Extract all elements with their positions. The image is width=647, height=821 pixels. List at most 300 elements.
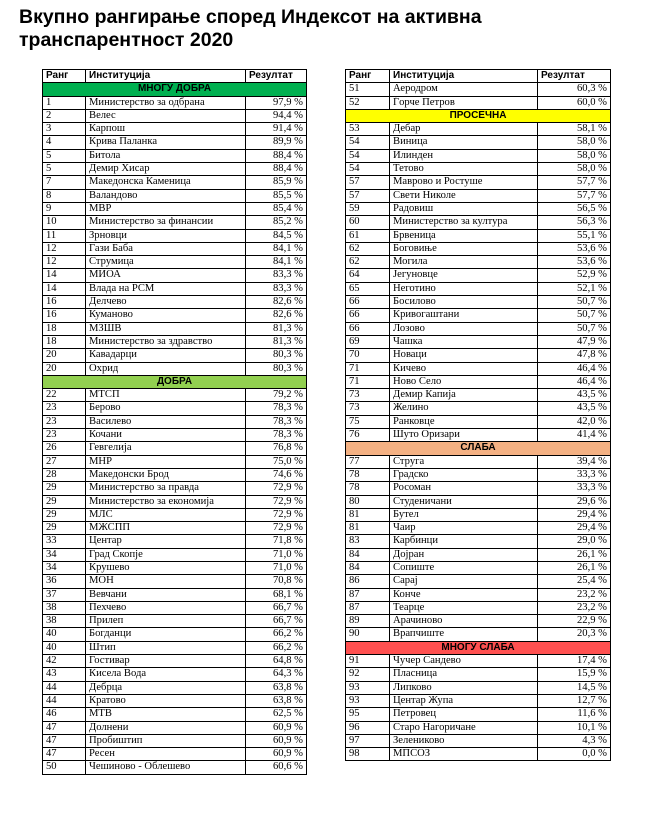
table-row: [346, 535, 611, 548]
rank-cell: 18: [43, 335, 86, 348]
rank-cell: 16: [43, 296, 86, 309]
table-row: [346, 189, 611, 202]
rank-cell: 14: [43, 282, 86, 295]
institution-cell: Демир Хисар: [86, 163, 246, 176]
category-label: СЛАБА: [346, 442, 611, 455]
table-row: [346, 748, 611, 761]
result-cell: 72,9 %: [246, 508, 307, 521]
table-row: [346, 628, 611, 641]
category-label: МНОГУ СЛАБА: [346, 641, 611, 654]
institution-cell: Кривогаштани: [390, 309, 538, 322]
table-row: [346, 734, 611, 747]
table-row: [346, 202, 611, 215]
institution-cell: Министерство за одбрана: [86, 96, 246, 109]
institution-cell: Кратово: [86, 694, 246, 707]
rank-cell: 34: [43, 561, 86, 574]
table-row: [346, 429, 611, 442]
result-cell: 58,0 %: [538, 163, 611, 176]
result-cell: 78,3 %: [246, 415, 307, 428]
institution-cell: Министерство за финансии: [86, 216, 246, 229]
result-cell: 58,0 %: [538, 149, 611, 162]
institution-cell: МЗШВ: [86, 322, 246, 335]
result-cell: 46,4 %: [538, 375, 611, 388]
result-cell: 33,3 %: [538, 482, 611, 495]
table-header-row: [43, 70, 307, 83]
category-row: [346, 641, 611, 654]
rank-cell: 23: [43, 429, 86, 442]
institution-cell: МНР: [86, 455, 246, 468]
institution-header: Институција: [390, 70, 538, 83]
result-cell: 64,3 %: [246, 668, 307, 681]
institution-cell: Гази Баба: [86, 242, 246, 255]
rank-cell: 10: [43, 216, 86, 229]
rank-cell: 9: [43, 202, 86, 215]
institution-cell: Берово: [86, 402, 246, 415]
rank-cell: 96: [346, 721, 390, 734]
table-row: [43, 668, 307, 681]
table-row: [346, 309, 611, 322]
table-row: [346, 455, 611, 468]
rank-cell: 71: [346, 362, 390, 375]
table-row: [43, 708, 307, 721]
institution-cell: Желино: [390, 402, 538, 415]
institution-cell: Студеничани: [390, 495, 538, 508]
table-row: [43, 535, 307, 548]
institution-cell: МЛС: [86, 508, 246, 521]
institution-cell: Ресен: [86, 748, 246, 761]
table-row: [43, 242, 307, 255]
table-row: [43, 189, 307, 202]
rank-cell: 54: [346, 149, 390, 162]
rank-cell: 2: [43, 109, 86, 122]
rank-cell: 81: [346, 522, 390, 535]
rank-cell: 89: [346, 615, 390, 628]
ranking-table-left: [42, 69, 307, 775]
institution-cell: Неготино: [390, 282, 538, 295]
result-cell: 46,4 %: [538, 362, 611, 375]
table-row: [43, 615, 307, 628]
rank-cell: 84: [346, 548, 390, 561]
table-row: [346, 296, 611, 309]
institution-cell: Зрновци: [86, 229, 246, 242]
table-row: [346, 269, 611, 282]
rank-cell: 5: [43, 163, 86, 176]
rank-cell: 40: [43, 641, 86, 654]
table-row: [43, 655, 307, 668]
rank-cell: 69: [346, 335, 390, 348]
result-cell: 26,1 %: [538, 548, 611, 561]
institution-cell: Град Скопје: [86, 548, 246, 561]
table-row: [43, 482, 307, 495]
table-row: [43, 176, 307, 189]
institution-cell: Јегуновце: [390, 269, 538, 282]
institution-cell: Новаци: [390, 349, 538, 362]
rank-cell: 23: [43, 415, 86, 428]
institution-cell: Петровец: [390, 708, 538, 721]
table-row: [43, 575, 307, 588]
table-row: [43, 402, 307, 415]
result-cell: 17,4 %: [538, 655, 611, 668]
result-cell: 52,1 %: [538, 282, 611, 295]
result-cell: 29,4 %: [538, 522, 611, 535]
result-cell: 71,8 %: [246, 535, 307, 548]
table-row: [43, 216, 307, 229]
rank-cell: 98: [346, 748, 390, 761]
result-cell: 83,3 %: [246, 282, 307, 295]
table-row: [43, 282, 307, 295]
rank-cell: 14: [43, 269, 86, 282]
institution-cell: Аеродром: [390, 83, 538, 96]
result-cell: 25,4 %: [538, 575, 611, 588]
table-row: [43, 123, 307, 136]
rank-cell: 59: [346, 202, 390, 215]
table-row: [346, 548, 611, 561]
rank-cell: 77: [346, 455, 390, 468]
institution-cell: Струга: [390, 455, 538, 468]
table-row: [346, 362, 611, 375]
rank-cell: 60: [346, 216, 390, 229]
result-cell: 57,7 %: [538, 176, 611, 189]
rank-cell: 62: [346, 242, 390, 255]
rank-cell: 84: [346, 561, 390, 574]
table-row: [346, 123, 611, 136]
rank-cell: 29: [43, 495, 86, 508]
result-cell: 63,8 %: [246, 694, 307, 707]
result-cell: 62,5 %: [246, 708, 307, 721]
category-label: ДОБРА: [43, 375, 307, 388]
result-cell: 74,6 %: [246, 468, 307, 481]
institution-cell: Пробиштип: [86, 734, 246, 747]
result-cell: 89,9 %: [246, 136, 307, 149]
institution-cell: Прилеп: [86, 615, 246, 628]
rank-cell: 50: [43, 761, 86, 774]
rank-cell: 54: [346, 163, 390, 176]
institution-cell: Кичево: [390, 362, 538, 375]
table-row: [43, 229, 307, 242]
rank-cell: 38: [43, 615, 86, 628]
table-row: [346, 335, 611, 348]
institution-cell: МВР: [86, 202, 246, 215]
result-cell: 56,3 %: [538, 216, 611, 229]
result-cell: 66,2 %: [246, 628, 307, 641]
table-row: [43, 455, 307, 468]
result-cell: 55,1 %: [538, 229, 611, 242]
rank-cell: 64: [346, 269, 390, 282]
result-cell: 60,9 %: [246, 721, 307, 734]
result-cell: 82,6 %: [246, 309, 307, 322]
result-cell: 60,3 %: [538, 83, 611, 96]
rank-cell: 40: [43, 628, 86, 641]
result-cell: 41,4 %: [538, 429, 611, 442]
institution-cell: Бутел: [390, 508, 538, 521]
rank-cell: 11: [43, 229, 86, 242]
institution-cell: Пехчево: [86, 601, 246, 614]
category-label: МНОГУ ДОБРА: [43, 83, 307, 96]
rank-cell: 4: [43, 136, 86, 149]
rank-cell: 73: [346, 389, 390, 402]
result-cell: 66,7 %: [246, 601, 307, 614]
institution-cell: Свети Николе: [390, 189, 538, 202]
result-cell: 68,1 %: [246, 588, 307, 601]
table-row: [43, 429, 307, 442]
institution-cell: Дебрца: [86, 681, 246, 694]
table-header-row: [346, 70, 611, 83]
table-row: [346, 149, 611, 162]
table-row: [43, 468, 307, 481]
rank-cell: 90: [346, 628, 390, 641]
result-cell: 76,8 %: [246, 442, 307, 455]
result-cell: 84,5 %: [246, 229, 307, 242]
institution-cell: Крива Паланка: [86, 136, 246, 149]
table-row: [346, 522, 611, 535]
table-row: [43, 269, 307, 282]
institution-cell: Врапчиште: [390, 628, 538, 641]
rank-cell: 66: [346, 309, 390, 322]
rank-cell: 29: [43, 482, 86, 495]
table-row: [346, 163, 611, 176]
result-cell: 80,3 %: [246, 362, 307, 375]
rank-cell: 75: [346, 415, 390, 428]
table-row: [43, 508, 307, 521]
rank-cell: 27: [43, 455, 86, 468]
result-cell: 29,0 %: [538, 535, 611, 548]
institution-cell: Центар: [86, 535, 246, 548]
table-row: [43, 415, 307, 428]
institution-header: Институција: [86, 70, 246, 83]
institution-cell: Конче: [390, 588, 538, 601]
table-row: [43, 734, 307, 747]
table-row: [43, 256, 307, 269]
table-row: [43, 601, 307, 614]
result-cell: 42,0 %: [538, 415, 611, 428]
institution-cell: Дојран: [390, 548, 538, 561]
institution-cell: Маврово и Ростуше: [390, 176, 538, 189]
result-cell: 29,6 %: [538, 495, 611, 508]
result-cell: 78,3 %: [246, 429, 307, 442]
table-row: [346, 482, 611, 495]
result-cell: 83,3 %: [246, 269, 307, 282]
rank-cell: 38: [43, 601, 86, 614]
rank-cell: 61: [346, 229, 390, 242]
rank-cell: 26: [43, 442, 86, 455]
institution-cell: Македонска Каменица: [86, 176, 246, 189]
table-row: [346, 495, 611, 508]
result-cell: 78,3 %: [246, 402, 307, 415]
table-row: [346, 575, 611, 588]
result-cell: 66,7 %: [246, 615, 307, 628]
category-row: [346, 109, 611, 122]
result-cell: 81,3 %: [246, 335, 307, 348]
category-row: [346, 442, 611, 455]
rank-cell: 29: [43, 522, 86, 535]
rank-cell: 76: [346, 429, 390, 442]
result-cell: 14,5 %: [538, 681, 611, 694]
rank-cell: 42: [43, 655, 86, 668]
rank-cell: 57: [346, 176, 390, 189]
result-cell: 72,9 %: [246, 482, 307, 495]
table-row: [346, 229, 611, 242]
result-cell: 53,6 %: [538, 256, 611, 269]
rank-cell: 44: [43, 694, 86, 707]
rank-cell: 87: [346, 601, 390, 614]
result-cell: 10,1 %: [538, 721, 611, 734]
rank-cell: 47: [43, 748, 86, 761]
table-row: [346, 721, 611, 734]
result-cell: 60,9 %: [246, 734, 307, 747]
table-row: [43, 296, 307, 309]
result-cell: 75,0 %: [246, 455, 307, 468]
table-row: [43, 748, 307, 761]
institution-cell: Велес: [86, 109, 246, 122]
table-row: [43, 349, 307, 362]
result-cell: 50,7 %: [538, 309, 611, 322]
rank-cell: 71: [346, 375, 390, 388]
institution-cell: Старо Нагоричане: [390, 721, 538, 734]
rank-cell: 51: [346, 83, 390, 96]
rank-cell: 86: [346, 575, 390, 588]
institution-cell: Виница: [390, 136, 538, 149]
institution-cell: Карбинци: [390, 535, 538, 548]
institution-cell: Илинден: [390, 149, 538, 162]
institution-cell: Штип: [86, 641, 246, 654]
rank-cell: 46: [43, 708, 86, 721]
institution-cell: Охрид: [86, 362, 246, 375]
rank-cell: 8: [43, 189, 86, 202]
rank-cell: 95: [346, 708, 390, 721]
table-row: [346, 415, 611, 428]
table-row: [43, 163, 307, 176]
rank-cell: 73: [346, 402, 390, 415]
rank-header: Ранг: [43, 70, 86, 83]
institution-cell: Градско: [390, 468, 538, 481]
rank-cell: 97: [346, 734, 390, 747]
institution-cell: Боговиње: [390, 242, 538, 255]
institution-cell: Ново Село: [390, 375, 538, 388]
rank-cell: 47: [43, 734, 86, 747]
table-row: [346, 349, 611, 362]
institution-cell: Делчево: [86, 296, 246, 309]
result-cell: 50,7 %: [538, 322, 611, 335]
table-row: [43, 721, 307, 734]
table-row: [346, 402, 611, 415]
table-row: [346, 83, 611, 96]
rank-cell: 29: [43, 508, 86, 521]
institution-cell: Министерство за економија: [86, 495, 246, 508]
table-row: [43, 362, 307, 375]
result-cell: 70,8 %: [246, 575, 307, 588]
rank-cell: 33: [43, 535, 86, 548]
rank-cell: 70: [346, 349, 390, 362]
institution-cell: Министерство за правда: [86, 482, 246, 495]
result-cell: 53,6 %: [538, 242, 611, 255]
table-row: [346, 389, 611, 402]
result-cell: 12,7 %: [538, 694, 611, 707]
table-row: [346, 668, 611, 681]
institution-cell: Брвеница: [390, 229, 538, 242]
institution-cell: Чучер Сандево: [390, 655, 538, 668]
institution-cell: Влада на РСМ: [86, 282, 246, 295]
result-cell: 0,0 %: [538, 748, 611, 761]
result-cell: 23,2 %: [538, 588, 611, 601]
table-row: [43, 136, 307, 149]
result-header: Резултат: [538, 70, 611, 83]
result-cell: 22,9 %: [538, 615, 611, 628]
institution-cell: Карпош: [86, 123, 246, 136]
institution-cell: Министерство за култура: [390, 216, 538, 229]
institution-cell: Василево: [86, 415, 246, 428]
result-cell: 50,7 %: [538, 296, 611, 309]
institution-cell: Македонски Брод: [86, 468, 246, 481]
institution-cell: Струмица: [86, 256, 246, 269]
rank-cell: 36: [43, 575, 86, 588]
result-cell: 80,3 %: [246, 349, 307, 362]
institution-cell: Чешиново - Облешево: [86, 761, 246, 774]
institution-cell: Куманово: [86, 309, 246, 322]
result-cell: 56,5 %: [538, 202, 611, 215]
rank-cell: 93: [346, 681, 390, 694]
rank-cell: 28: [43, 468, 86, 481]
institution-cell: Вевчани: [86, 588, 246, 601]
table-row: [346, 468, 611, 481]
result-cell: 4,3 %: [538, 734, 611, 747]
result-cell: 79,2 %: [246, 389, 307, 402]
rank-cell: 12: [43, 256, 86, 269]
rank-cell: 93: [346, 694, 390, 707]
table-row: [43, 681, 307, 694]
result-cell: 26,1 %: [538, 561, 611, 574]
institution-cell: Кисела Вода: [86, 668, 246, 681]
result-cell: 84,1 %: [246, 242, 307, 255]
table-row: [346, 242, 611, 255]
table-row: [346, 282, 611, 295]
institution-cell: Битола: [86, 149, 246, 162]
result-cell: 29,4 %: [538, 508, 611, 521]
table-row: [43, 202, 307, 215]
result-cell: 60,9 %: [246, 748, 307, 761]
rank-cell: 5: [43, 149, 86, 162]
result-cell: 33,3 %: [538, 468, 611, 481]
result-cell: 71,0 %: [246, 548, 307, 561]
rank-cell: 1: [43, 96, 86, 109]
institution-cell: Крушево: [86, 561, 246, 574]
institution-cell: Шуто Оризари: [390, 429, 538, 442]
rank-cell: 54: [346, 136, 390, 149]
rank-cell: 65: [346, 282, 390, 295]
table-row: [43, 761, 307, 774]
table-row: [346, 694, 611, 707]
table-row: [43, 641, 307, 654]
result-cell: 57,7 %: [538, 189, 611, 202]
result-cell: 20,3 %: [538, 628, 611, 641]
result-cell: 72,9 %: [246, 522, 307, 535]
table-row: [43, 309, 307, 322]
table-row: [346, 176, 611, 189]
table-row: [346, 322, 611, 335]
table-row: [43, 442, 307, 455]
rank-cell: 81: [346, 508, 390, 521]
table-row: [43, 96, 307, 109]
result-cell: 94,4 %: [246, 109, 307, 122]
rank-cell: 78: [346, 482, 390, 495]
result-cell: 84,1 %: [246, 256, 307, 269]
table-row: [43, 109, 307, 122]
institution-cell: Чаир: [390, 522, 538, 535]
institution-cell: Сарај: [390, 575, 538, 588]
rank-cell: 66: [346, 296, 390, 309]
result-cell: 47,8 %: [538, 349, 611, 362]
institution-cell: МТСП: [86, 389, 246, 402]
table-row: [346, 708, 611, 721]
